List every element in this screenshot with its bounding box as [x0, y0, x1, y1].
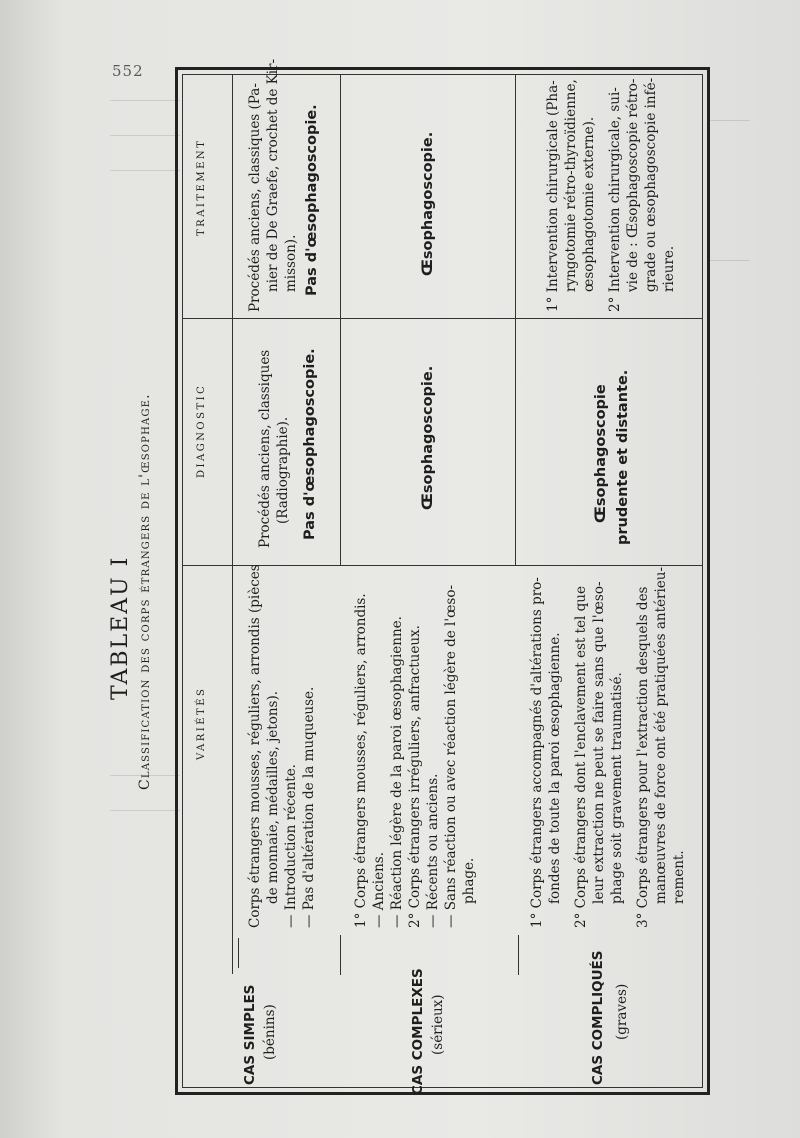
row1-brace: [238, 938, 239, 968]
row1-traitement: [246, 59, 300, 312]
row1-traitement-line: Procédés anciens, classiques (Pa-: [247, 83, 263, 312]
row2-varietes-line: — Sans réaction ou avec réaction légère de l'œso-: [443, 584, 459, 928]
row3-varietes-line: phage soit gravement traumatisé.: [609, 672, 625, 904]
row3-traitement-line: rieure.: [661, 245, 677, 292]
row1-varietes-line: — Pas d'altération de la muqueuse.: [301, 686, 317, 928]
table-subtitle: Classification des corps étrangers de l'œsophage.: [137, 393, 153, 790]
bleed-through-line: [110, 810, 180, 811]
row2-varietes: [352, 585, 478, 928]
row3-traitement-line: ryngotomie rétro-thyroïdienne,: [563, 79, 579, 292]
row2-varietes-line: — Anciens.: [371, 851, 387, 928]
row3-varietes-line: 2° Corps étrangers dont l'enclavement est tel que: [573, 586, 589, 928]
row3-varietes: [528, 567, 688, 928]
row2-diagnostic-bold: Œsophagoscopie.: [420, 365, 436, 510]
column-header-diagnostic: DIAGNOSTIC: [196, 383, 207, 478]
row1-varietes-line: Corps étrangers mousses, réguliers, arrondis (pièces: [247, 564, 263, 928]
column-header-varietes: VARIÉTÉS: [196, 686, 207, 760]
row1-case-label: CAS SIMPLES: [242, 984, 258, 1085]
row3-brace: [518, 935, 519, 975]
row3-varietes-line: 1° Corps étrangers accompagnés d'altérations pro-: [529, 577, 545, 928]
row3-diagnostic-line: Œsophagoscopie: [593, 384, 609, 523]
row3-varietes-line: 3° Corps étrangers pour l'extraction desquels des: [635, 586, 651, 928]
row1-diagnostic-bold: Pas d'œsophagoscopie.: [302, 348, 318, 540]
row2-case-qualifier: (sérieux): [430, 994, 446, 1055]
row1-diagnostic: [256, 350, 292, 548]
row3-varietes-line: manœuvres de force ont été pratiquées antérieu-: [653, 566, 669, 904]
row1-traitement-bold: Pas d'œsophagoscopie.: [304, 104, 320, 296]
row3-varietes-line: leur extraction ne peut se faire sans que l'œso-: [591, 581, 607, 904]
row2-varietes-line: — Réaction légère de la paroi œsophagienne.: [389, 616, 405, 928]
row3-diagnostic-line: prudente et distante.: [615, 369, 631, 545]
row2-varietes-line: — Récents ou anciens.: [425, 773, 441, 928]
row3-varietes-line: fondes de toute la paroi œsophagienne.: [547, 632, 563, 904]
row3-traitement-line: œsophagotomie externe).: [581, 116, 597, 292]
row2-case-label: CAS COMPLEXES: [410, 968, 426, 1095]
row1-traitement-line: misson).: [283, 234, 299, 292]
row3-traitement-line: grade ou œsophagoscopie infé-: [643, 77, 659, 292]
bleed-through-line: [710, 260, 750, 261]
case-divider-1: [340, 74, 341, 565]
row1-traitement-line: nier de De Graefe, crochet de Kir-: [265, 58, 281, 292]
bleed-through-line: [110, 100, 180, 101]
row1-case-qualifier: (bénins): [262, 1004, 278, 1060]
bleed-through-line: [710, 120, 750, 121]
table-title: TABLEAU I: [108, 555, 133, 700]
case-divider-2: [515, 74, 516, 565]
row3-varietes-line: rement.: [671, 850, 687, 904]
row1-diagnostic-line: Procédés anciens, classiques: [257, 349, 273, 548]
row2-varietes-line: 2° Corps étrangers irréguliers, anfractueux.: [407, 625, 423, 928]
row1-varietes-line: — Introduction récente.: [283, 764, 299, 928]
row1-varietes: [246, 564, 318, 928]
header-divider: [232, 74, 233, 974]
bleed-through-line: [110, 135, 180, 136]
row2-varietes-line: phage.: [461, 857, 477, 904]
row2-traitement-bold: Œsophagoscopie.: [420, 131, 436, 276]
row3-traitement-line: 1° Intervention chirurgicale (Pha-: [545, 80, 561, 312]
row3-traitement-line: 2° Intervention chirurgicale, sui-: [607, 87, 623, 312]
row3-case-label: CAS COMPLIQUÉS: [590, 950, 606, 1085]
row3-traitement-line: vie de : Œsophagoscopie rétro-: [625, 78, 641, 292]
bleed-through-line: [110, 170, 180, 171]
column-header-traitement: TRAITEMENT: [196, 138, 207, 236]
row3-traitement: [544, 78, 678, 312]
row-divider-traitement-diagnostic: [182, 318, 703, 319]
row1-varietes-line: de monnaie, médailles, jetons).: [265, 690, 281, 904]
row2-brace: [340, 935, 341, 975]
row2-varietes-line: 1° Corps étrangers mousses, réguliers, arrondis.: [353, 593, 369, 928]
row1-diagnostic-line: (Radiographie).: [275, 416, 291, 524]
row3-case-qualifier: (graves): [614, 983, 630, 1040]
row3-diagnostic-bold: [590, 370, 634, 545]
page-number: 552: [112, 62, 144, 80]
